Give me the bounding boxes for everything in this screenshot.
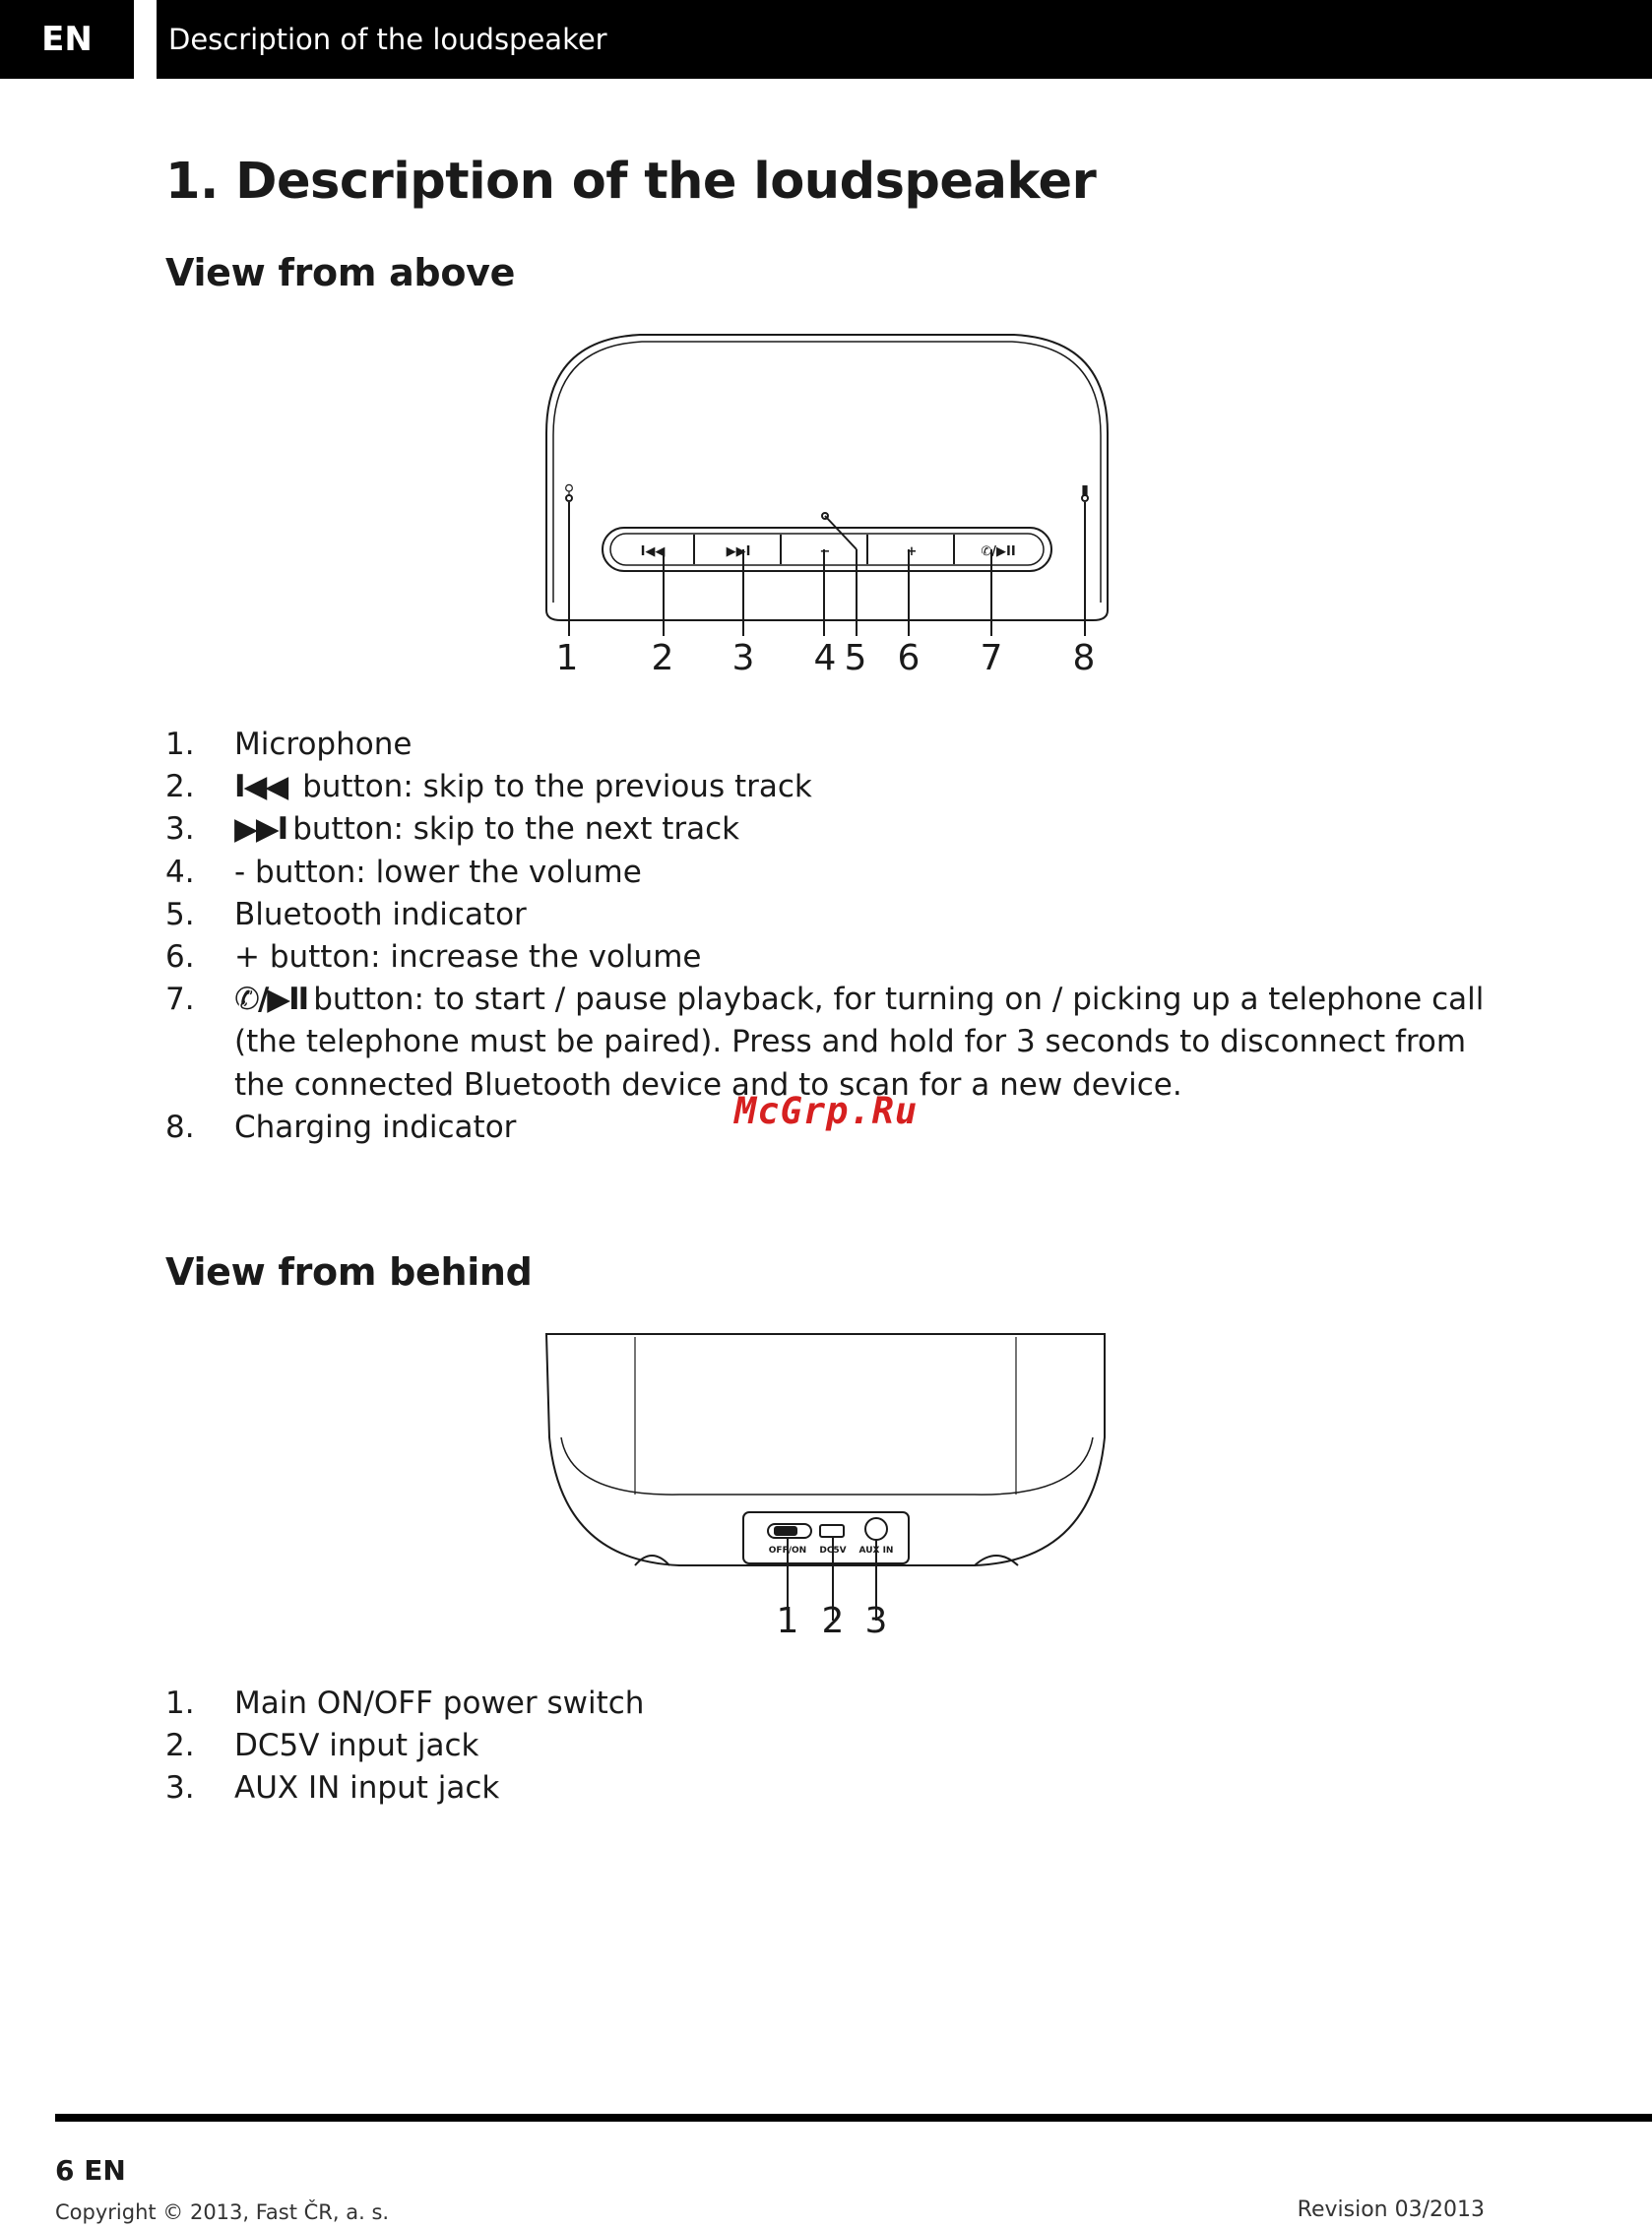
list-item: 3. ▶▶I button: skip to the next track (165, 811, 740, 848)
rear-view-legend (165, 1683, 1485, 1811)
speaker-body-outline (546, 335, 1108, 620)
list-item: 1. Microphone (165, 727, 413, 762)
list-item: 2. DC5V input jack (165, 1728, 479, 1764)
list-item: 3. AUX IN input jack (165, 1770, 500, 1807)
dc5v-label: DC5V (819, 1546, 847, 1556)
next-button-icon: ▶▶I (726, 544, 751, 559)
switch-label: OFF/ON (768, 1546, 807, 1556)
callout-2: 2 (651, 638, 674, 678)
callout-5: 5 (844, 638, 867, 678)
copyright-text: Copyright © 2013, Fast ČR, a. s. (55, 2200, 390, 2224)
top-view-legend (165, 724, 1485, 1149)
prev-button-icon: I◀◀ (640, 544, 666, 559)
mic-icon: ⚲ (563, 482, 575, 498)
list-item: 8. Charging indicator (165, 1109, 517, 1145)
footer-divider (55, 2114, 1652, 2122)
speaker-rear-outline (546, 1334, 1105, 1565)
list-item: 4. - button: lower the volume (165, 854, 642, 890)
rear-callout-2: 2 (821, 1601, 845, 1641)
language-tab: EN (0, 0, 134, 79)
previous-track-icon: I◀◀ (234, 769, 287, 805)
revision-text: Revision 03/2013 (1297, 2197, 1485, 2222)
play-call-button-icon: ✆/▶II (981, 544, 1016, 559)
callout-7: 7 (980, 638, 1003, 678)
view-above-heading: View from above (165, 251, 516, 294)
list-item: 6. + button: increase the volume (165, 939, 702, 976)
callout-6: 6 (897, 638, 921, 678)
list-item: 5. Bluetooth indicator (165, 896, 527, 932)
callout-3: 3 (731, 638, 755, 678)
rear-callout-1: 1 (776, 1601, 799, 1641)
header-title: Description of the loudspeaker (157, 0, 1652, 79)
section-title: 1. Description of the loudspeaker (165, 153, 1097, 211)
list-item: 2. I◀◀ button: skip to the previous track (165, 769, 812, 805)
aux-label: AUX IN (858, 1546, 894, 1556)
rear-callout-3: 3 (864, 1601, 888, 1641)
battery-icon: ▮ (1081, 482, 1089, 498)
page-number: 6 EN (55, 2154, 126, 2187)
list-item: 1. Main ON/OFF power switch (165, 1686, 645, 1721)
phone-play-pause-icon: ✆/▶II (234, 982, 308, 1018)
next-track-icon: ▶▶I (234, 811, 287, 848)
list-item: 7. ✆/▶II button: to start / pause playback, for turning on / picking up a telephone call (the telephone must be paired). Press and hold for 3 seconds to disconnect from the connected Bluetooth device and to scan for a new device. (165, 982, 1485, 1103)
plus-button-icon: + (906, 544, 918, 559)
view-behind-heading: View from behind (165, 1250, 533, 1294)
callout-1: 1 (555, 638, 579, 678)
callout-8: 8 (1072, 638, 1096, 678)
speaker-top-view-diagram (532, 325, 1122, 689)
speaker-rear-view-diagram (541, 1329, 1112, 1644)
callout-4: 4 (813, 638, 837, 678)
minus-button-icon: − (819, 544, 831, 559)
watermark: McGrp.Ru (734, 1090, 919, 1132)
